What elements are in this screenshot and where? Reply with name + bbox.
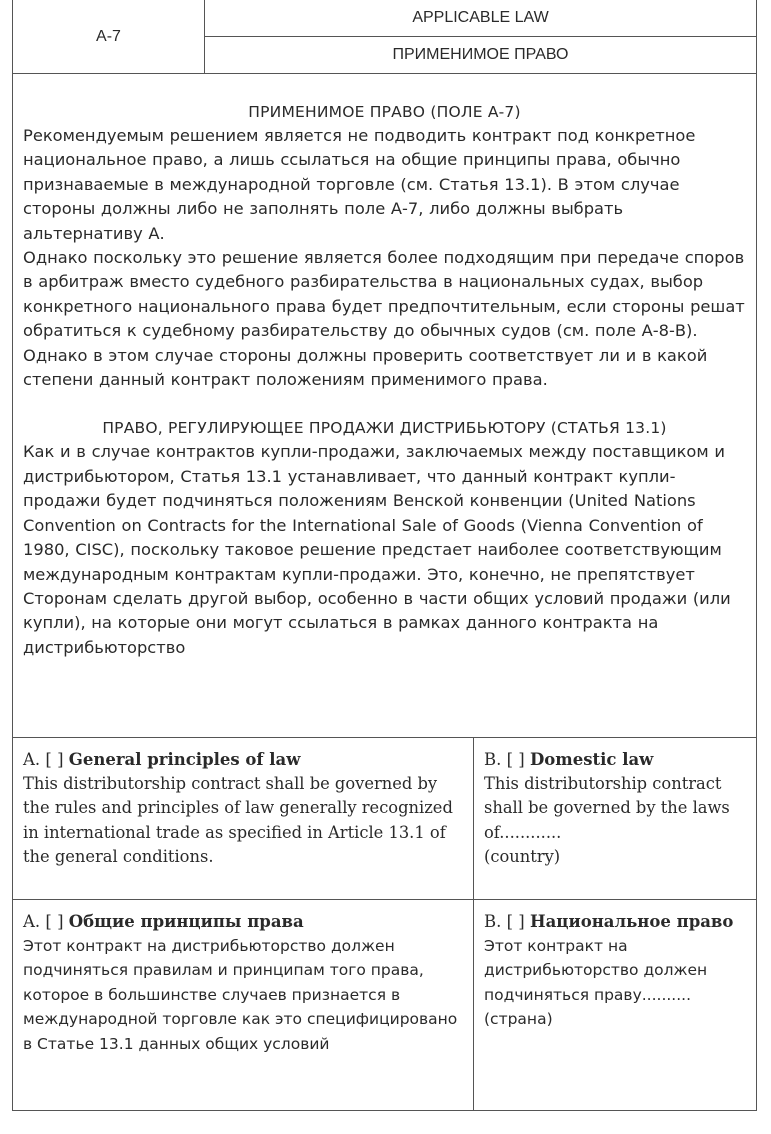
paragraph-recommendation: Рекомендуемым решением является не подводить контракт под конкретное национальное право, а лишь ссылаться на общие принципы права, обычно признаваемые в международной торговле (см. Статья 13.1). В этом случае стороны должны либо не заполнять поле А-7, либо должны выбрать альтернативу А. — [23, 126, 696, 243]
spacer — [23, 392, 746, 416]
explanatory-notes — [13, 74, 756, 738]
option-b-english — [474, 738, 756, 899]
option-b-checkbox[interactable]: B. [ ] — [484, 750, 525, 769]
title-russian: ПРИМЕНИМОЕ ПРАВО — [205, 37, 756, 74]
option-b-russian — [474, 900, 756, 1110]
option-b-title: Domestic law — [529, 750, 654, 769]
field-code: A-7 — [13, 0, 205, 74]
options-english — [13, 738, 756, 900]
option-a-ru-checkbox[interactable]: A. [ ] — [23, 912, 64, 931]
option-b-ru-checkbox[interactable]: B. [ ] — [484, 912, 525, 931]
option-a-russian — [13, 900, 474, 1110]
form-header — [13, 0, 756, 74]
section-title-sales-law: ПРАВО, РЕГУЛИРУЮЩЕЕ ПРОДАЖИ ДИСТРИБЬЮТОРУ (СТАТЬЯ 13.1) — [102, 419, 667, 438]
title-english: APPLICABLE LAW — [205, 0, 756, 37]
option-a-text: This distributorship contract shall be governed by the rules and principles of law generally recognized in international trade as specified in Article 13.1 of the general conditions. — [23, 774, 453, 867]
option-b-text: This distributorship contract shall be governed by the laws of............ — [484, 774, 730, 842]
paragraph-vienna-convention: Как и в случае контрактов купли-продажи, заключаемых между поставщиком и дистрибьютором, Статья 13.1 устанавливает, что данный контракт купли-продажи будет подчиняться положениям Венской конвенции (United Nations Convention on Contracts for the International Sale of Goods (Vienna Convention of 1980, CISC), поскольку таковое решение предстает наиболее соответствующим международным контрактам купли-продажи. Это, конечно, не препятствует Сторонам сделать другой выбор, особенно в части общих условий продажи (или купли), на которые они могут ссылаться в рамках данного контракта на дистрибьюторство — [23, 442, 731, 657]
option-a-ru-title: Общие принципы права — [68, 912, 304, 931]
option-a-english — [13, 738, 474, 899]
option-b-country-note: (country) — [484, 847, 561, 867]
option-a-title: General principles of law — [68, 750, 301, 769]
applicable-law-form — [12, 0, 757, 1111]
option-a-ru-text: Этот контракт на дистрибьюторство должен подчиняться правилам и принципам того права, которое в большинстве случаев признается в международной торговле как это специфицировано в Статье 13.1 данных общих условий — [23, 937, 458, 1053]
option-b-ru-text: Этот контракт на дистрибьюторство должен подчиняться праву.......... — [484, 937, 708, 1004]
option-b-ru-title: Национальное право — [529, 912, 734, 931]
option-a-checkbox[interactable]: A. [ ] — [23, 750, 64, 769]
option-b-ru-country-note: (страна) — [484, 1010, 553, 1029]
section-title-applicable-law: ПРИМЕНИМОЕ ПРАВО (ПОЛЕ А-7) — [248, 103, 521, 121]
header-titles — [205, 0, 756, 74]
paragraph-national-courts: Однако поскольку это решение является более подходящим при передаче споров в арбитраж вместо судебного разбирательства в национальных судах, выбор конкретного национального права будет предпочтительным, если стороны решат обратиться к судебному разбирательству до обычных судов (см. поле А-8-В). Однако в этом случае стороны должны проверить соответствует ли и в какой степени данный контракт положениям применимого права. — [23, 248, 745, 390]
options-russian — [13, 900, 756, 1110]
